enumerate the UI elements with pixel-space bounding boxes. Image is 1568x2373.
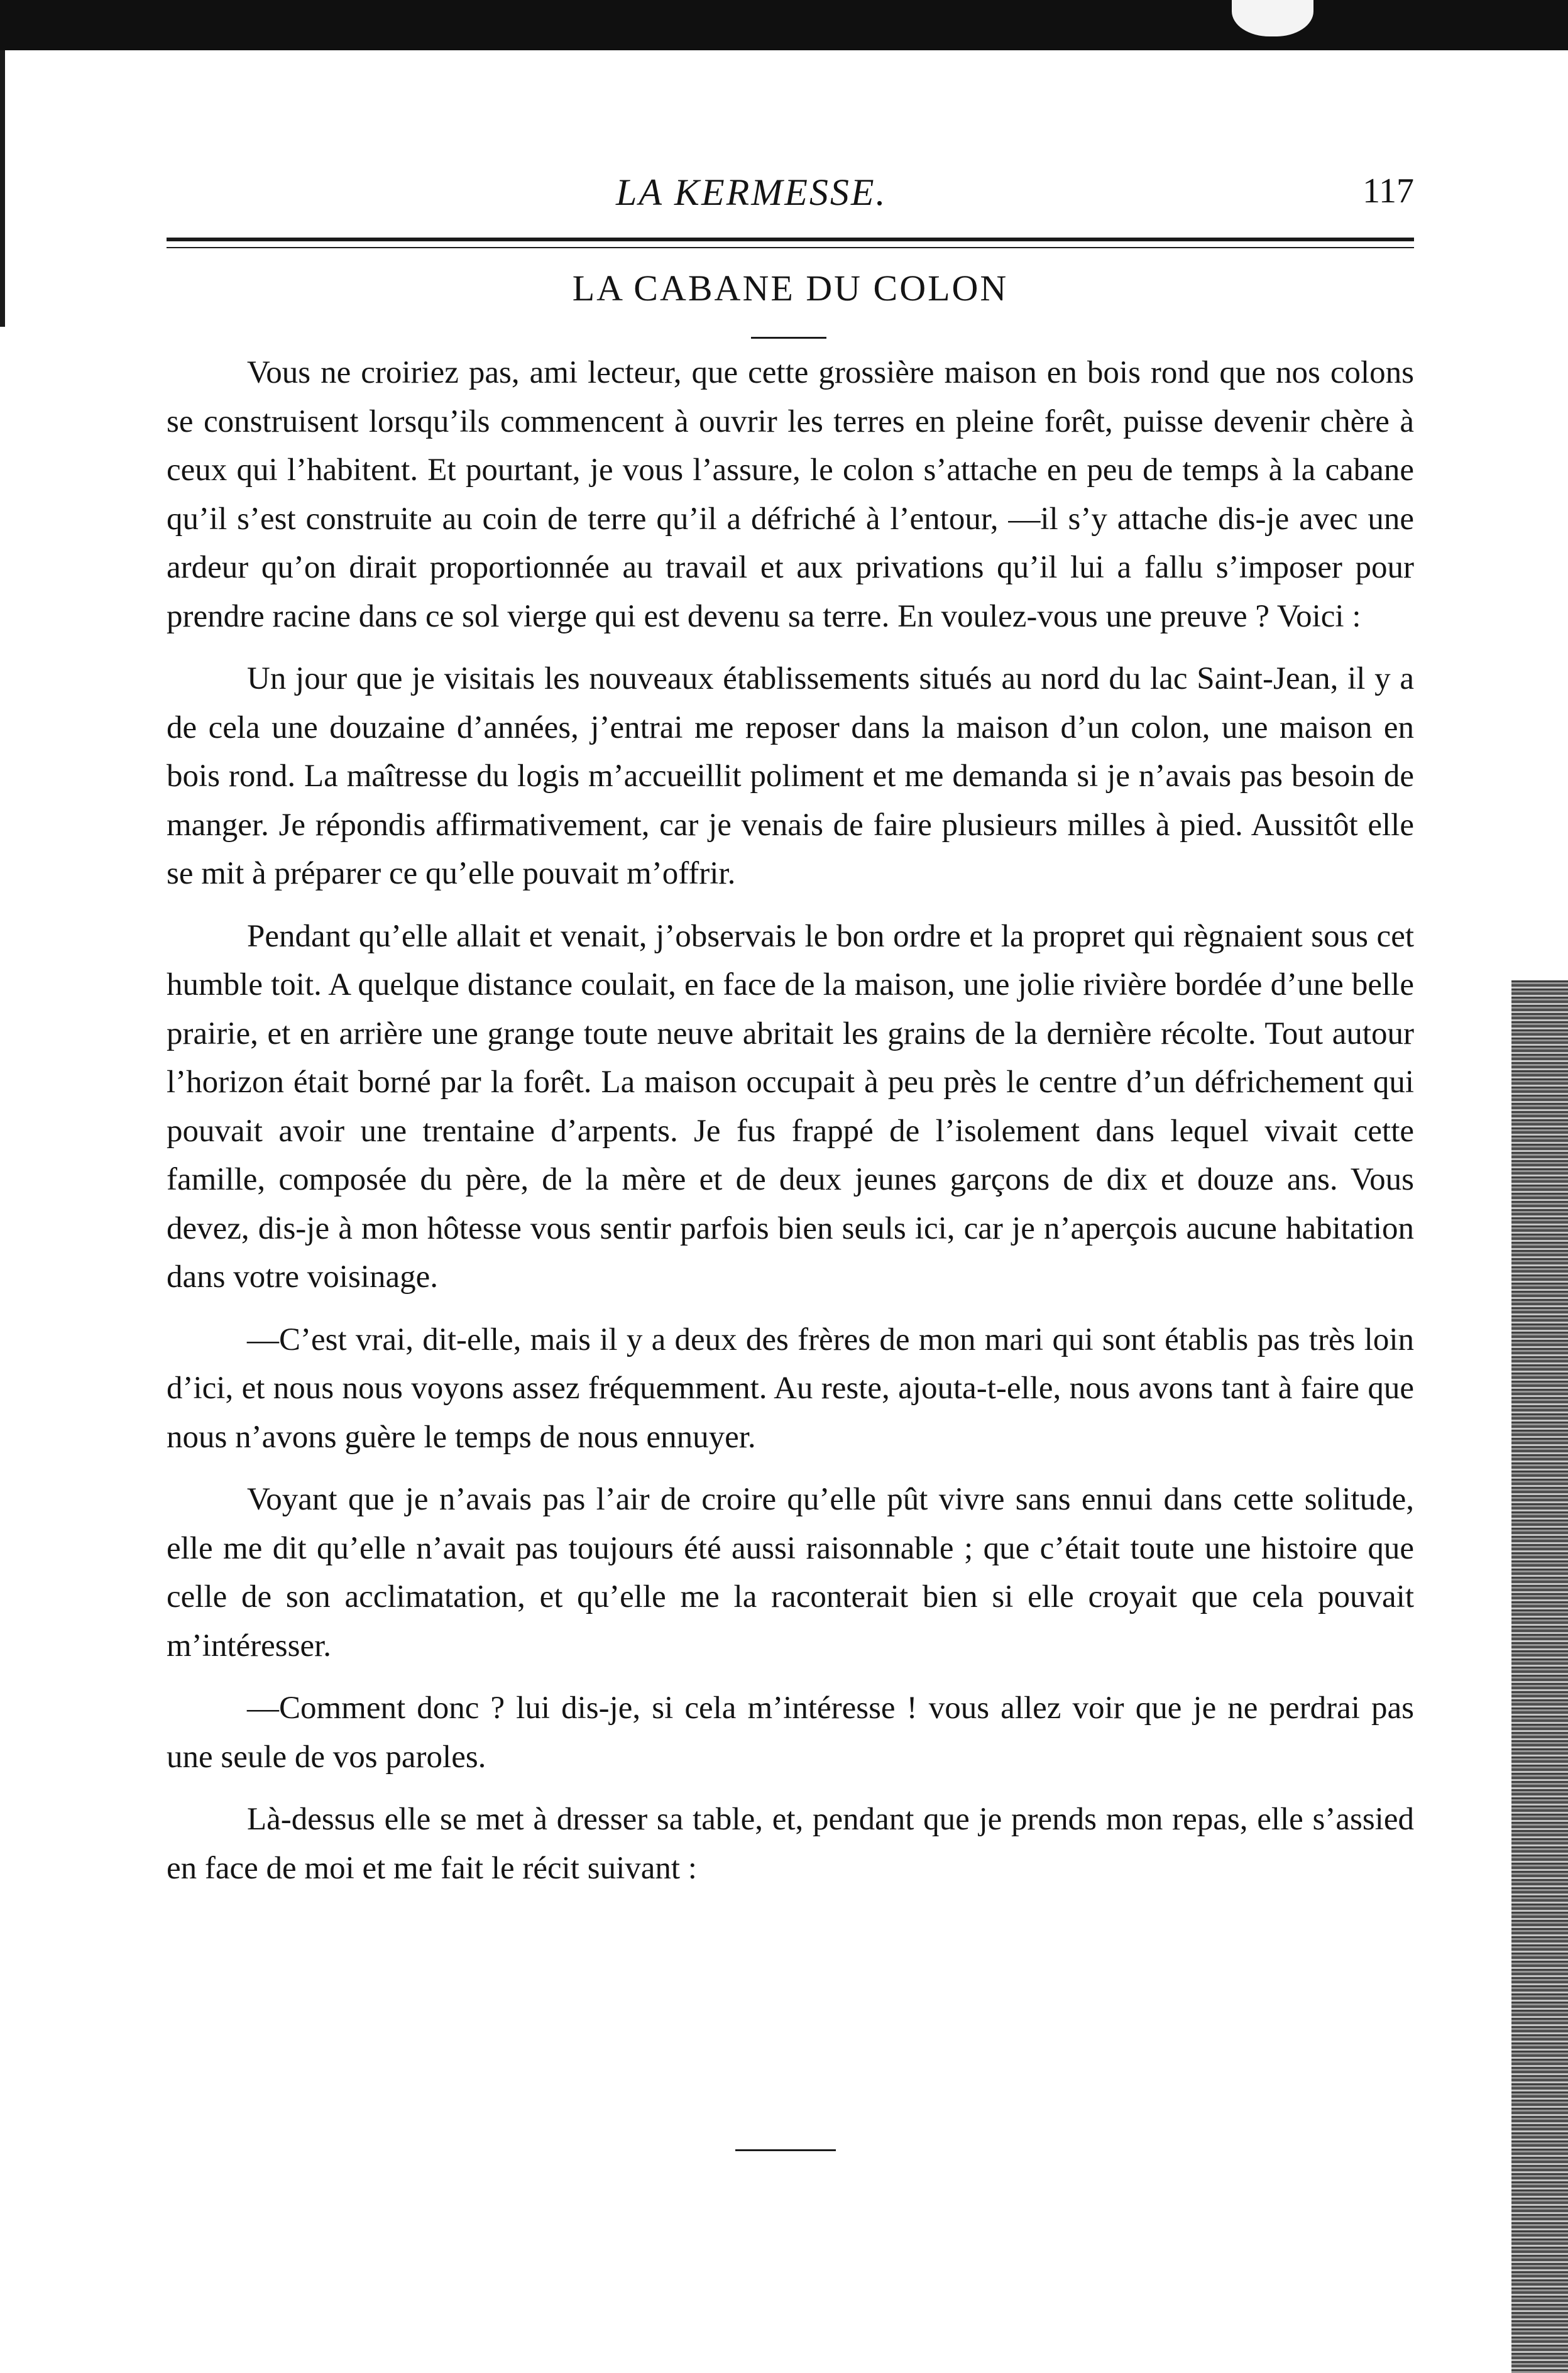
scan-top-band (0, 0, 1568, 50)
body-text (167, 349, 1414, 1907)
paragraph: Pendant qu’elle allait et venait, j’observais le bon ordre et la propret qui règnaient sous cet humble toit. A quelque distance coulait, en face de la maison, une jolie rivière bordée d’une belle prairie, et en arrière une grange toute neuve abritait les grains de la dernière récolte. Tout autour l’horizon était borné par la forêt. La maison occupait à peu près le centre d’un défrichement qui pouvait avoir une trentaine d’arpents. Je fus frappé de l’isolement dans lequel vivait cette famille, composée du père, de la mère et de deux jeunes garçons de dix et douze ans. Vous devez, dis-je à mon hôtesse vous sentir parfois bien seuls ici, car je n’aperçois aucune habitation dans votre voisinage. (167, 918, 1414, 1295)
running-title: LA KERMESSE. (616, 172, 887, 213)
chapter-title: LA CABANE DU COLON (572, 268, 1009, 309)
section-end-rule (735, 2149, 836, 2151)
title-divider (751, 337, 826, 339)
paragraph: Là-dessus elle se met à dresser sa table, et, pendant que je prends mon repas, elle s’assied en face de moi et me fait le récit suivant : (167, 1802, 1414, 1886)
paragraph: —C’est vrai, dit-elle, mais il y a deux des frères de mon mari qui sont établis pas très loin d’ici, et nous nous voyons assez fréquemment. Au reste, ajouta-t-elle, nous avons tant à faire que nous n’avons guère le temps de nous ennuyer. (167, 1322, 1414, 1455)
scan-binding-edge (1511, 980, 1568, 2373)
header-rule-thin (167, 247, 1414, 248)
paragraph: Vous ne croiriez pas, ami lecteur, que cette grossière maison en bois rond que nos colons se construisent lorsqu’ils commencent à ouvrir les terres en pleine forêt, puisse devenir chère à ceux qui l’habitent. Et pourtant, je vous l’assure, le colon s’attache en peu de temps à la cabane qu’il s’est construite au coin de terre qu’il a défriché à l’entour, —il s’y attache dis-je avec une ardeur qu’on dirait proportionnée au travail et aux privations qu’il lui a fallu s’imposer pour prendre racine dans ce sol vierge qui est devenu sa terre. En voulez-vous une preuve ? Voici : (167, 355, 1414, 634)
page-number: 117 (1362, 172, 1414, 211)
scan-left-edge (0, 50, 5, 327)
paragraph: Un jour que je visitais les nouveaux établissements situés au nord du lac Saint-Jean, il y a de cela une douzaine d’années, j’entrai me reposer dans la maison d’un colon, une maison en bois rond. La maîtresse du logis m’accueillit poliment et me demanda si je n’avais pas besoin de manger. Je répondis affirmativement, car je venais de faire plusieurs milles à pied. Aussitôt elle se mit à préparer ce qu’elle pouvait m’offrir. (167, 661, 1414, 891)
scan-damage-notch (1232, 0, 1313, 36)
header-rule-thick (167, 238, 1414, 241)
paragraph: —Comment donc ? lui dis-je, si cela m’intéresse ! vous allez voir que je ne perdrai pas une seule de vos paroles. (167, 1691, 1414, 1775)
running-head (170, 171, 1414, 215)
paragraph: Voyant que je n’avais pas l’air de croire qu’elle pût vivre sans ennui dans cette solitude, elle me dit qu’elle n’avait pas toujours été aussi raisonnable ; que c’était toute une histoire que celle de son acclimatation, et qu’elle me la raconterait bien si elle croyait que cela pouvait m’intéresser. (167, 1482, 1414, 1663)
